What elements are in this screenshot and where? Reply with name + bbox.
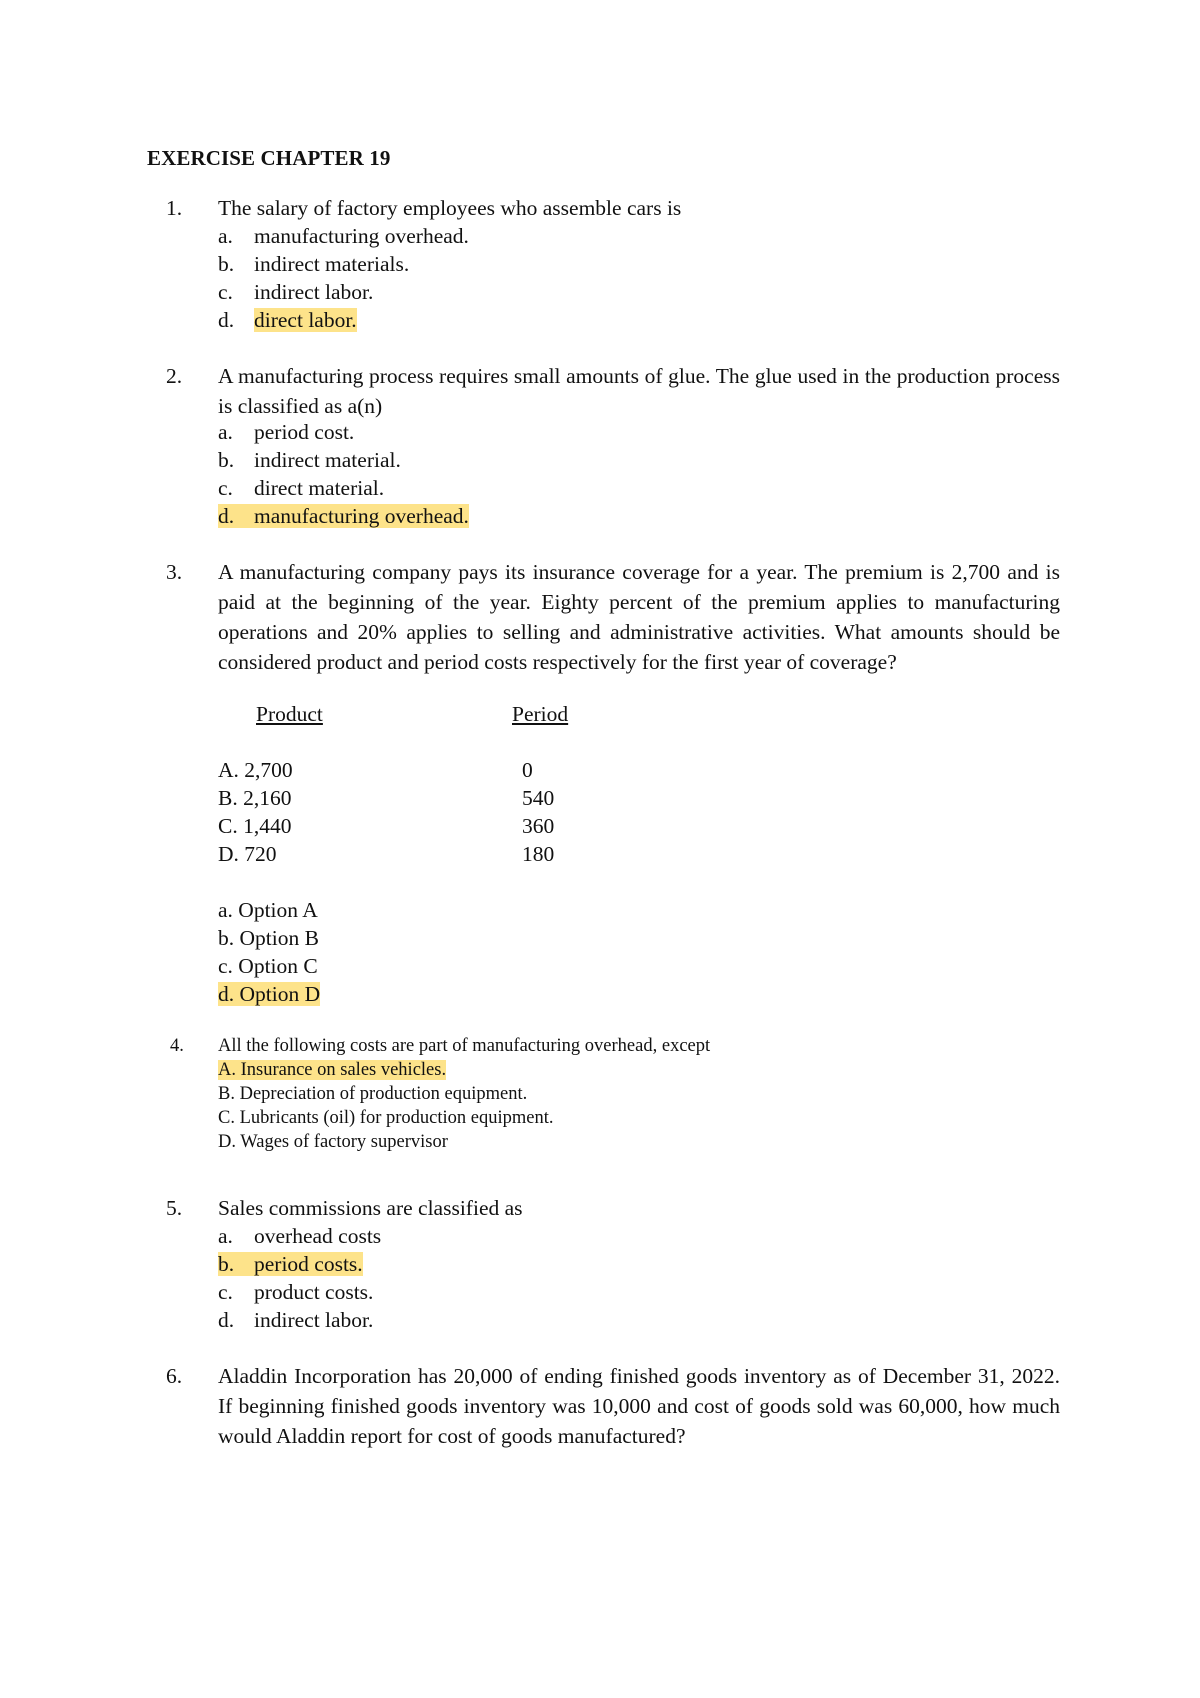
q2-option-c: [218, 474, 384, 502]
q3-row-a-label: A. 2,700: [218, 758, 293, 782]
q3-row-b-label: B. 2,160: [218, 786, 292, 810]
q3-col-period: Period: [512, 702, 569, 726]
q3-option-d: [218, 980, 320, 1008]
option-text: manufacturing overhead.: [254, 224, 469, 248]
q3-row-c-period: 360: [522, 814, 555, 838]
q1-option-b: [218, 250, 409, 278]
q4-option-a: [218, 1058, 446, 1082]
option-text: indirect labor.: [254, 280, 374, 304]
q4-option-b: B. Depreciation of production equipment.: [218, 1084, 528, 1104]
option-text: indirect material.: [254, 448, 401, 472]
option-letter: c.: [218, 1280, 233, 1304]
option-letter: d.: [218, 1308, 235, 1332]
q5-question: Sales commissions are classified as: [218, 1196, 523, 1220]
q1-number: 1.: [166, 196, 183, 220]
option-text: period cost.: [254, 420, 355, 444]
q6-question: Aladdin Incorporation has 20,000 of ending finished goods inventory as of December 31, 2022. If beginning finished goods inventory was 10,000 and cost of goods sold was 60,000, how much would Aladdin report for cost of goods manufactured?: [218, 1364, 1060, 1448]
q2-option-d: [218, 502, 469, 530]
q3-row-c-label: C. 1,440: [218, 814, 292, 838]
option-letter: b.: [218, 1252, 235, 1276]
q1-option-a: [218, 222, 469, 250]
q3-row-d-period: 180: [522, 842, 555, 866]
option-letter: a.: [218, 1224, 233, 1248]
option-letter: a.: [218, 224, 233, 248]
q4-question: All the following costs are part of manufacturing overhead, except: [218, 1036, 711, 1056]
q1-option-c: [218, 278, 373, 306]
q4-option-d: D. Wages of factory supervisor: [218, 1132, 448, 1152]
option-text: indirect labor.: [254, 1308, 374, 1332]
q4-option-c: C. Lubricants (oil) for production equipment.: [218, 1108, 554, 1128]
q4-number: 4.: [170, 1036, 184, 1056]
q6-number: 6.: [166, 1364, 183, 1388]
page-title: EXERCISE CHAPTER 19: [147, 146, 391, 170]
q3-row-a-period: 0: [522, 758, 533, 782]
highlighted-answer: [218, 1252, 363, 1276]
highlighted-answer: [218, 504, 469, 528]
option-text: product costs.: [254, 1280, 374, 1304]
q1-question: The salary of factory employees who assemble cars is: [218, 196, 682, 220]
q3-row-d-label: D. 720: [218, 842, 277, 866]
q3-option-b: b. Option B: [218, 926, 319, 950]
q3-number: 3.: [166, 560, 183, 584]
q5-number: 5.: [166, 1196, 183, 1220]
option-text: period costs.: [254, 1252, 363, 1276]
q5-option-d: [218, 1306, 373, 1334]
option-text: overhead costs: [254, 1224, 382, 1248]
q3-col-product: Product: [256, 702, 323, 726]
q3-row-b-period: 540: [522, 786, 555, 810]
q5-option-c: [218, 1278, 373, 1306]
q2-option-b: [218, 446, 401, 474]
option-text: manufacturing overhead.: [254, 504, 469, 528]
q5-option-a: [218, 1222, 381, 1250]
option-letter: d.: [218, 308, 235, 332]
option-letter: c.: [218, 476, 233, 500]
q1-option-d: [218, 306, 357, 334]
highlighted-answer: direct labor.: [254, 308, 357, 332]
q3-option-c: c. Option C: [218, 954, 318, 978]
q2-option-a: [218, 418, 354, 446]
option-text: direct material.: [254, 476, 385, 500]
q2-question: A manufacturing process requires small amounts of glue. The glue used in the production process is classified as a(n): [218, 364, 1060, 418]
q3-option-a: a. Option A: [218, 898, 318, 922]
option-letter: d.: [218, 504, 235, 528]
highlighted-answer: A. Insurance on sales vehicles.: [218, 1060, 447, 1080]
option-text: indirect materials.: [254, 252, 410, 276]
highlighted-answer: d. Option D: [218, 982, 321, 1006]
option-letter: c.: [218, 280, 233, 304]
q2-number: 2.: [166, 364, 183, 388]
option-letter: a.: [218, 420, 233, 444]
option-letter: b.: [218, 252, 235, 276]
q5-option-b: [218, 1250, 363, 1278]
option-letter: b.: [218, 448, 235, 472]
q3-question: A manufacturing company pays its insurance coverage for a year. The premium is 2,700 and is paid at the beginning of the year. Eighty percent of the premium applies to manufacturing operations and 20% applies to selling and administrative activities. What amounts should be considered product and period costs respectively for the first year of coverage?: [218, 560, 1060, 674]
